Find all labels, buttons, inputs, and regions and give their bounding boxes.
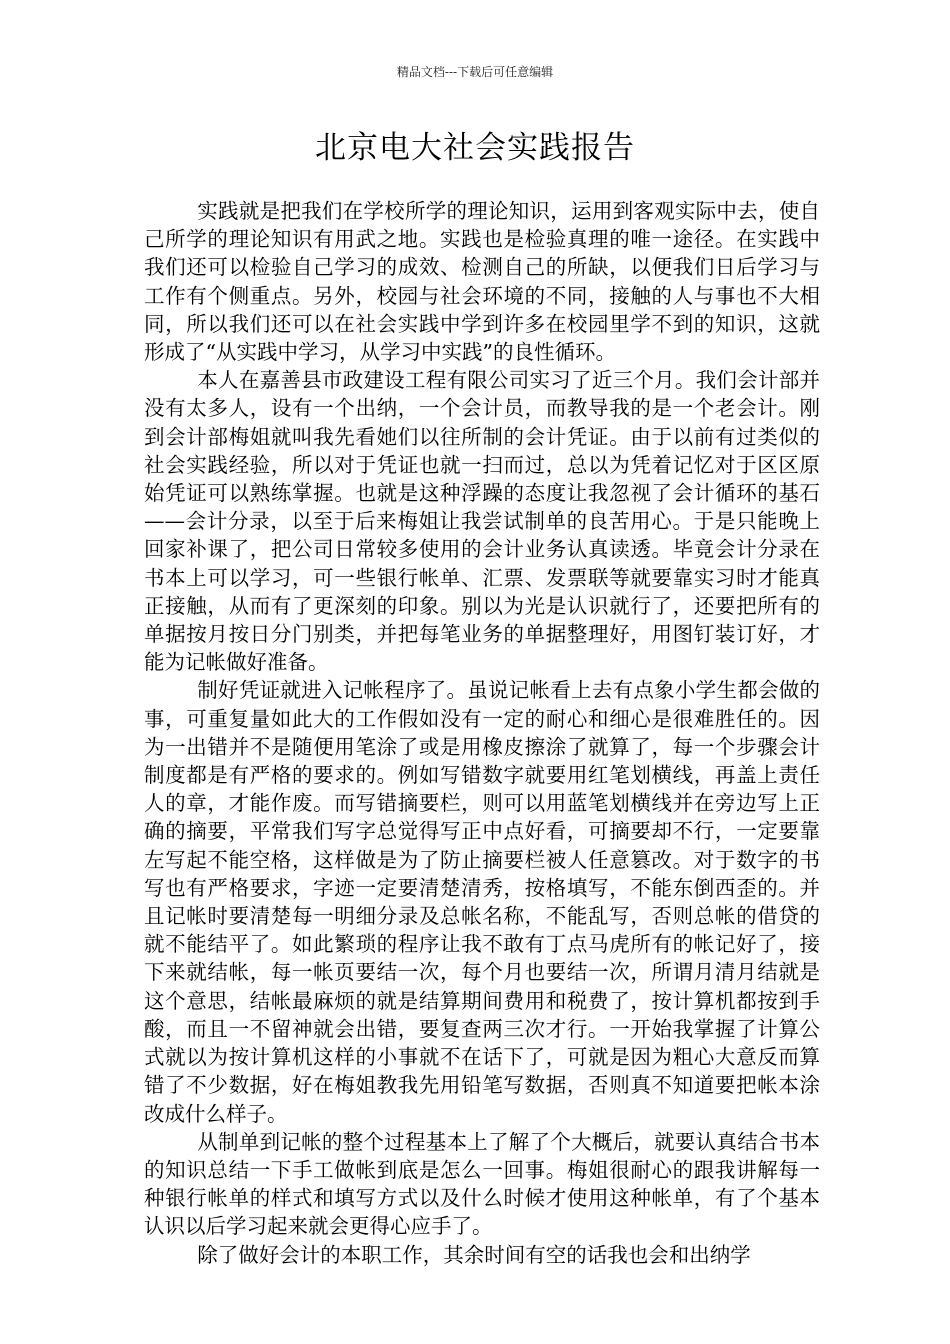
body-paragraph-2: 本人在嘉善县市政建设工程有限公司实习了近三个月。我们会计部并没有太多人，设有一个出纳，一个会计员，而教导我的是一个老会计。刚到会计部梅姐就叫我先看她们以往所制的会计凭证。由于以前有过类似的社会实践经验，所以对于凭证也就一扫而过，总以为凭着记忆对于区区原始凭证可以熟练掌握。也就是这种浮躁的态度让我忽视了会计循环的基石——会计分录，以至于后来梅姐让我尝试制单的良苦用心。于是只能晚上回家补课了，把公司日常较多使用的会计业务认真读透。毕竟会计分录在书本上可以学习，可一些银行帐单、汇票、发票联等就要靠实习时才能真正接触，从而有了更深刻的印象。别以为光是认识就行了，还要把所有的单据按月按日分门别类，并把每笔业务的单据整理好，用图钉装订好，才能为记帐做好准备。 [144,368,820,675]
page-header: 精品文档---下载后可任意编辑 [396,65,554,79]
body-paragraph-4: 从制单到记帐的整个过程基本上了解了个大概后，就要认真结合书本的知识总结一下手工做帐到底是怎么一回事。梅姐很耐心的跟我讲解每一种银行帐单的样式和填写方式以及什么时候才使用这种帐单，有了个基本认识以后学习起来就会更得心应手了。 [144,1129,820,1239]
document-title: 北京电大社会实践报告 [315,130,635,166]
body-paragraph-3: 制好凭证就进入记帐程序了。虽说记帐看上去有点象小学生都会做的事，可重复量如此大的工作假如没有一定的耐心和细心是很难胜任的。因为一出错并不是随便用笔涂了或是用橡皮擦涂了就算了，每一个步骤会计制度都是有严格的要求的。例如写错数字就要用红笔划横线，再盖上责任人的章，才能作废。而写错摘要栏，则可以用蓝笔划横线并在旁边写上正确的摘要，平常我们写字总觉得写正中点好看，可摘要却不行，一定要靠左写起不能空格，这样做是为了防止摘要栏被人任意篡改。对于数字的书写也有严格要求，字迹一定要清楚清秀，按格填写，不能东倒西歪的。并且记帐时要清楚每一明细分录及总帐名称，不能乱写，否则总帐的借贷的就不能结平了。如此繁琐的程序让我不敢有丁点马虎所有的帐记好了，接下来就结帐，每一帐页要结一次，每个月也要结一次，所谓月清月结就是这个意思，结帐最麻烦的就是结算期间费用和税费了，按计算机都按到手酸，而且一不留神就会出错，要复查两三次才行。一开始我掌握了计算公式就以为按计算机这样的小事就不在话下了，可就是因为粗心大意反而算错了不少数据，好在梅姐教我先用铅笔写数据，否则真不知道要把帐本涂改成什么样子。 [144,678,820,1126]
document-body [144,197,820,1269]
body-paragraph-5: 除了做好会计的本职工作，其余时间有空的话我也会和出纳学 [197,1242,751,1267]
body-paragraph-1: 实践就是把我们在学校所学的理论知识，运用到客观实际中去，使自己所学的理论知识有用武之地。实践也是检验真理的唯一途径。在实践中我们还可以检验自己学习的成效、检测自己的所缺，以便我们日后学习与工作有个侧重点。另外，校园与社会环境的不同，接触的人与事也不大相同，所以我们还可以在社会实践中学到许多在校园里学不到的知识，这就形成了“从实践中学习，从学习中实践”的良性循环。 [144,199,820,365]
